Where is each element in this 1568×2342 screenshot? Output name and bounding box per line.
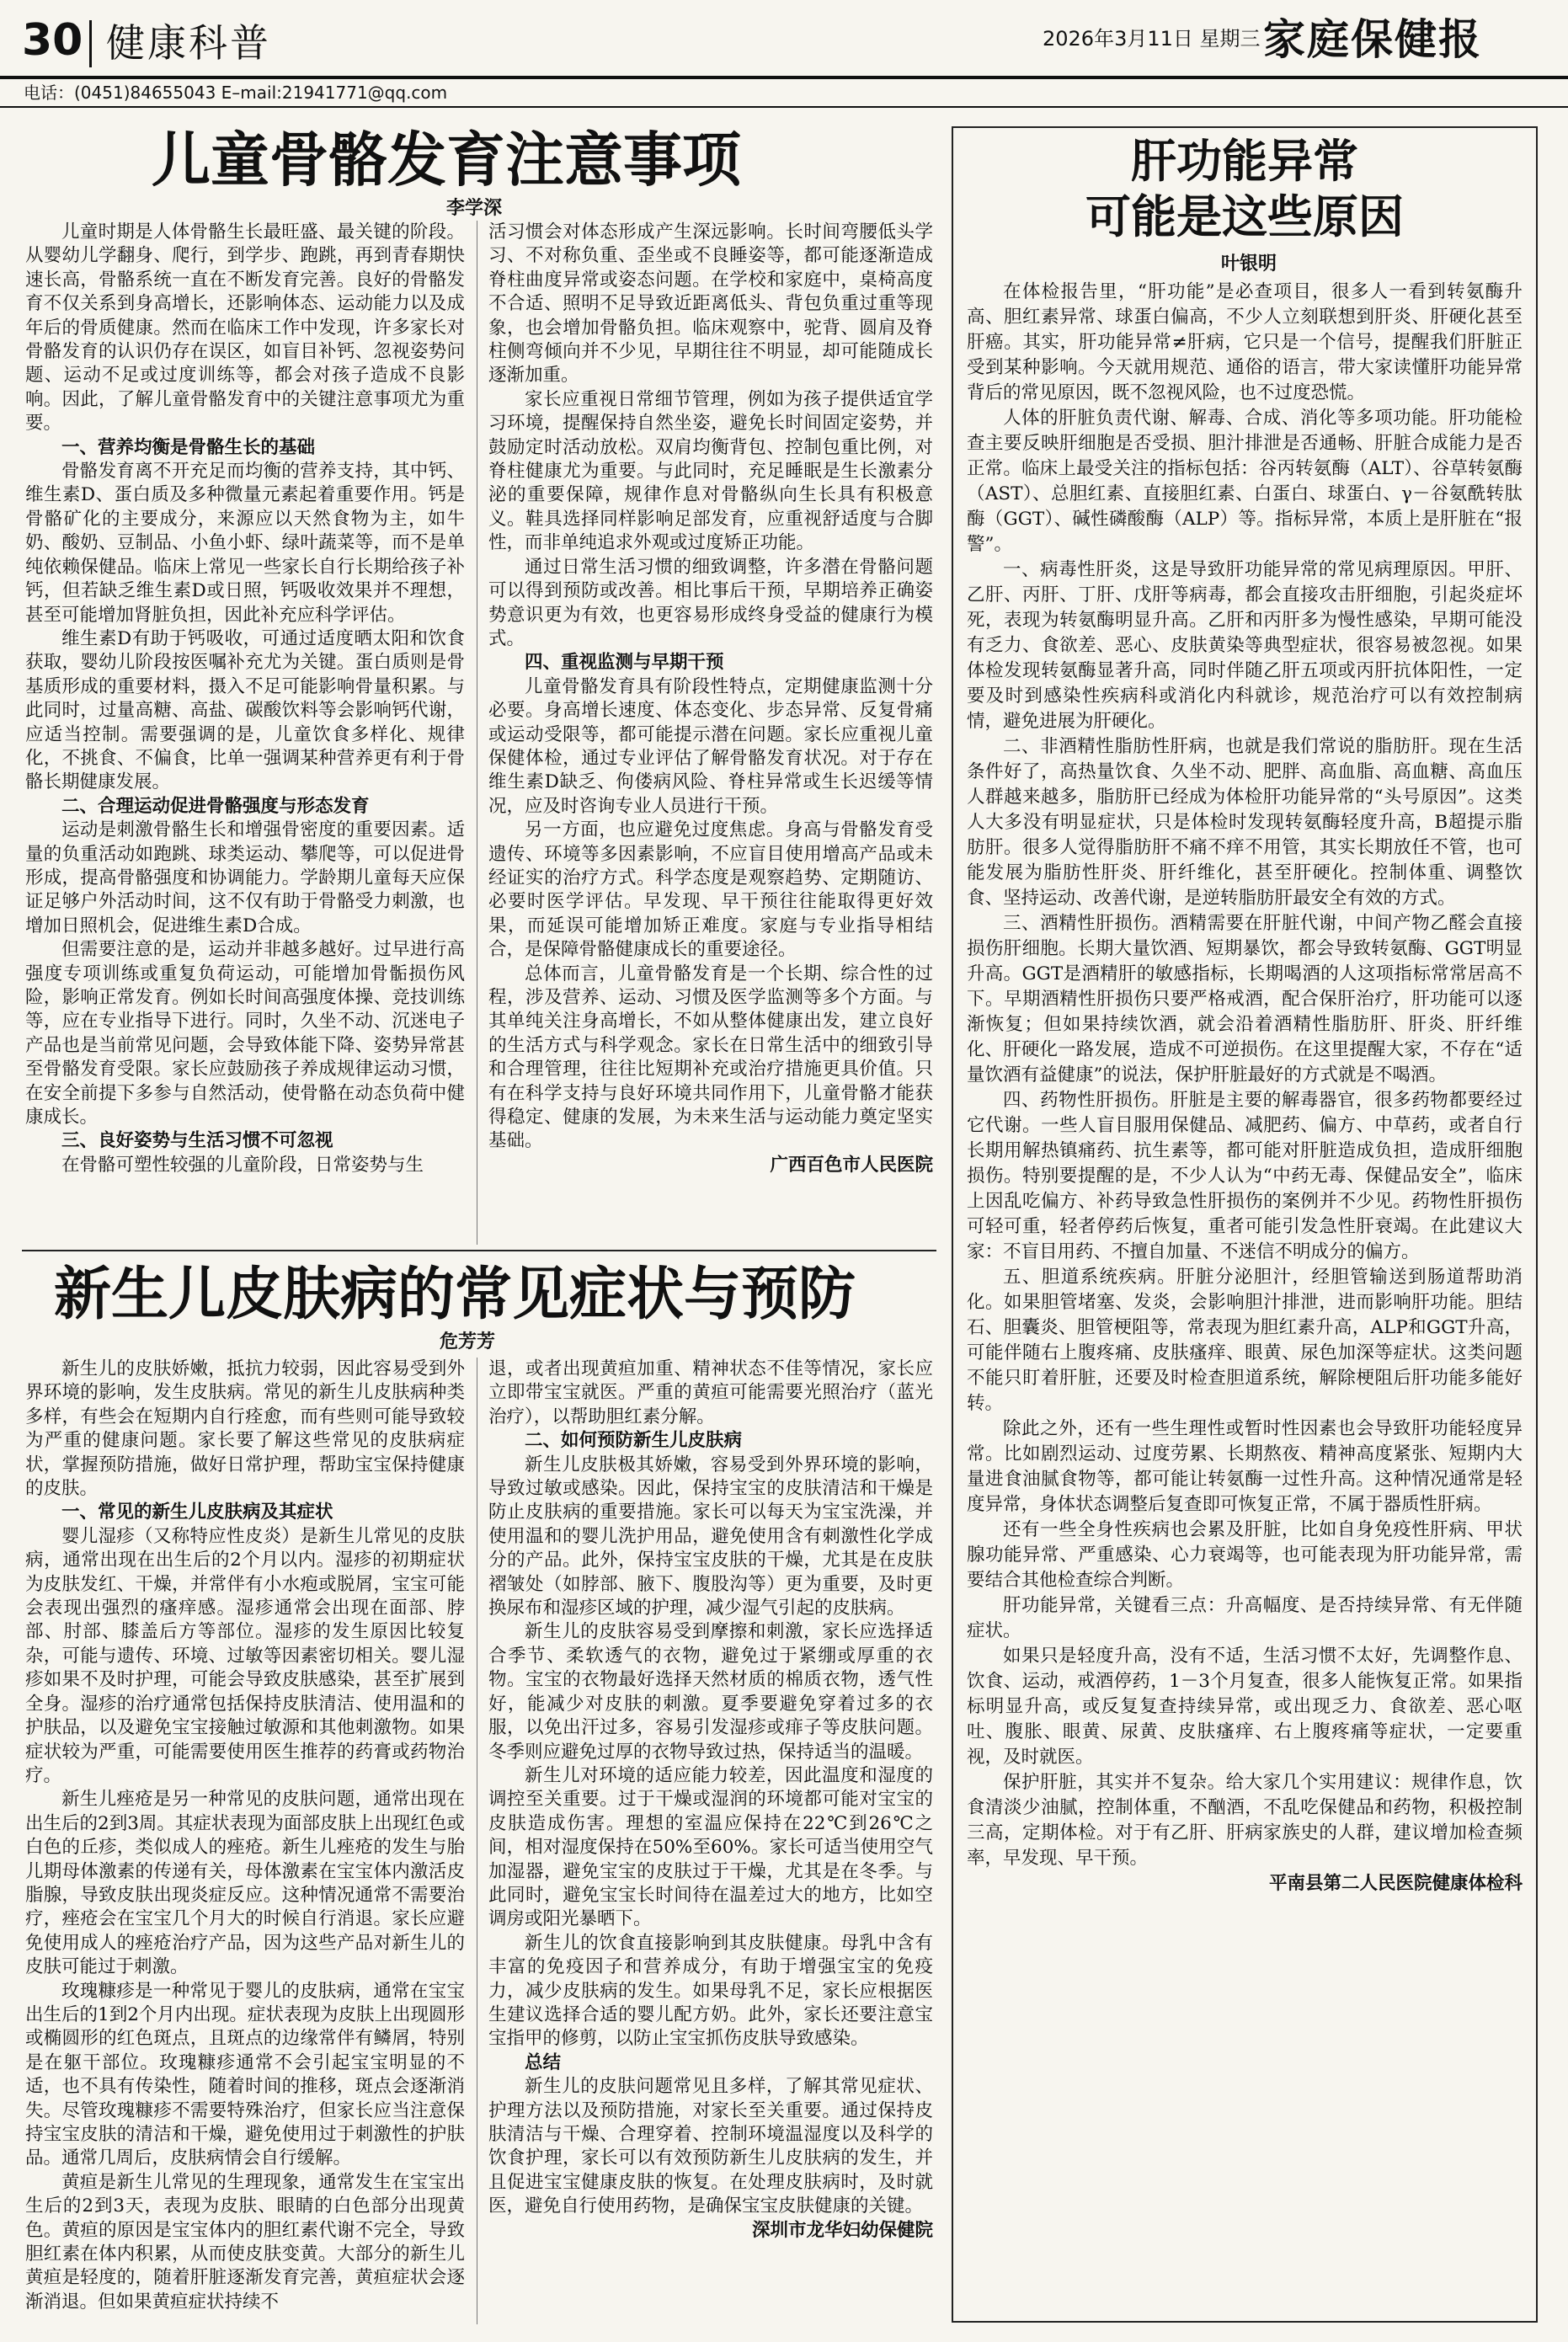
paragraph: 如果只是轻度升高，没有不适，生活习惯不太好，先调整作息、饮食、运动，戒酒停药，1－3个月复查，很多人能恢复正常。如果指标明显升高，或反复复查持续异常，或出现乏力、食欲差、恶心呕吐、腹胀、眼黄、尿黄、皮肤瘙痒、右上腹疼痛等症状，一定要重视，及时就医。 [967, 1646, 1523, 1768]
paragraph: 儿童时期是人体骨骼生长最旺盛、最关键的阶段。从婴幼儿学翻身、爬行，到学步、跑跳，再到青春期快速长高，骨骼系统一直在不断发育完善。良好的骨骼发育不仅关系到身高增长，还影响体态、运动能力以及成年后的骨质健康。然而在临床工作中发现，许多家长对骨骼发育的认识仍存在误区，如盲目补钙、忽视姿势问题、运动不足或过度训练等，都会对孩子造成不良影响。因此，了解儿童骨骼发育中的关键注意事项尤为重要。 [25, 221, 465, 435]
paragraph: 三、酒精性肝损伤。酒精需要在肝脏代谢，中间产物乙醛会直接损伤肝细胞。长期大量饮酒、短期暴饮，都会导致转氨酶、GGT明显升高。GGT是酒精肝的敏感指标，长期喝酒的人这项指标常常居高不下。早期酒精性肝损伤只要严格戒酒，配合保肝治疗，肝功能可以逐渐恢复；但如果持续饮酒，就会沿着酒精性脂肪肝、肝炎、肝纤维化、肝硬化一路发展，造成不可逆损伤。在这里提醒大家，不存在“适量饮酒有益健康”的说法，保护肝脏最好的方式就是不喝酒。 [967, 913, 1523, 1086]
article1-column-2 [488, 221, 933, 1246]
paragraph: 在体检报告里，“肝功能”是必查项目，很多人一看到转氨酶升高、胆红素异常、球蛋白偏高，不少人立刻联想到肝炎、肝硬化甚至肝癌。其实，肝功能异常≠肝病，它只是一个信号，提醒我们肝脏正受到某种影响。今天就用规范、通俗的语言，带大家读懂肝功能异常背后的常见原因，既不忽视风险，也不过度恐慌。 [967, 281, 1523, 403]
paragraph: 家长应重视日常细节管理，例如为孩子提供适宜学习环境，提醒保持自然坐姿，避免长时间固定姿势，并鼓励定时活动放松。双肩均衡背包、控制包重比例，对脊柱健康尤为重要。与此同时，充足睡眠是生长激素分泌的重要保障，规律作息对骨骼纵向生长具有积极意义。鞋具选择同样影响足部发育，应重视舒适度与合脚性，而非单纯追求外观或过度矫正功能。 [488, 388, 933, 554]
paragraph: 黄疸是新生儿常见的生理现象，通常发生在宝宝出生后的2到3天，表现为皮肤、眼睛的白色部分出现黄色。黄疸的原因是宝宝体内的胆红素代谢不完全，导致胆红素在体内积累，从而使皮肤变黄。大部分的新生儿黄疸是轻度的，随着肝脏逐渐发育完善，黄疸症状会逐渐消退。但如果黄疸症状持续不 [25, 2171, 465, 2313]
paragraph: 骨骼发育离不开充足而均衡的营养支持，其中钙、维生素D、蛋白质及多种微量元素起着重要作用。钙是骨骼矿化的主要成分，来源应以天然食物为主，如牛奶、酸奶、豆制品、小鱼小虾、绿叶蔬菜等，而不是单纯依赖保健品。临床上常见一些家长自行长期给孩子补钙，但若缺乏维生素D或日照，钙吸收效果并不理想，甚至可能增加肾脏负担，因此补充应科学评估。 [25, 461, 465, 626]
subheading: 总结 [525, 2051, 562, 2073]
paragraph: 婴儿湿疹（又称特应性皮炎）是新生儿常见的皮肤病，通常出现在出生后的2个月以内。湿疹的初期症状为皮肤发红、干燥，并常伴有小水疱或脱屑，宝宝可能会表现出强烈的瘙痒感。湿疹通常会出现在面部、脖部、肘部、膝盖后方等部位。湿疹的发生原因比较复杂，可能与遗传、环境、过敏等因素密切相关。婴儿湿疹如果不及时护理，可能会导致皮肤感染，甚至扩展到全身。湿疹的治疗通常包括保持皮肤清洁、使用温和的护肤品，以及避免宝宝接触过敏源和其他刺激物。如果症状较为严重，可能需要使用医生推荐的药膏或药物治疗。 [25, 1525, 465, 1786]
article2-author: 危芳芳 [440, 1331, 496, 1352]
article-divider [22, 1250, 936, 1251]
subheading: 一、常见的新生儿皮肤病及其症状 [61, 1502, 333, 1523]
paragraph: 另一方面，也应避免过度焦虑。身高与骨骼发育受遗传、环境等多因素影响，不应盲目使用增高产品或未经证实的治疗方式。科学态度是观察趋势、定期随访、必要时医学评估。早发现、早干预往往能取得更好效果，而延误可能增加矫正难度。家庭与专业指导相结合，是保障骨骼健康成长的重要途径。 [488, 819, 933, 961]
paragraph: 运动是刺激骨骼生长和增强骨密度的重要因素。适量的负重活动如跑跳、球类运动、攀爬等，可以促进骨形成，提高骨骼强度和协调能力。学龄期儿童每天应保证足够户外活动时间，这不仅有助于骨骼受力刺激，也增加日照机会，促进维生素D合成。 [25, 819, 465, 936]
source-hospital: 平南县第二人民医院健康体检科 [1268, 1873, 1523, 1894]
article3-body [967, 280, 1523, 2313]
source-hospital: 广西百色市人民医院 [770, 1154, 933, 1176]
paragraph: 人体的肝脏负责代谢、解毒、合成、消化等多项功能。肝功能检查主要反映肝细胞是否受损、胆汁排泄是否通畅、肝脏合成能力是否正常。临床上最受关注的指标包括：谷丙转氨酶（ALT）、谷草转氨酶（AST）、总胆红素、直接胆红素、白蛋白、球蛋白、γ－谷氨酰转肽酶（GGT）、碱性磷酸酶（ALP）等。指标异常，本质上是肝脏在“报警”。 [967, 408, 1523, 555]
paragraph: 但需要注意的是，运动并非越多越好。过早进行高强度专项训练或重复负荷运动，可能增加骨骺损伤风险，影响正常发育。例如长时间高强度体操、竞技训练等，应在专业指导下进行。同时，久坐不动、沉迷电子产品也是当前常见问题，会导致体能下降、姿势异常甚至骨骼发育受限。家长应鼓励孩子养成规律运动习惯，在安全前提下多参与自然活动，使骨骼在动态负荷中健康成长。 [25, 939, 465, 1128]
article1-column-1 [25, 221, 465, 1246]
paragraph: 总体而言，儿童骨骼发育是一个长期、综合性的过程，涉及营养、运动、习惯及医学监测等多个方面。与其单纯关注身高增长，不如从整体健康出发，建立良好的生活方式与科学观念。家长在日常生活中的细致引导和合理管理，往往比短期补充或治疗措施更具价值。只有在科学支持与良好环境共同作用下，儿童骨骼才能获得稳定、健康的发展，为未来生活与运动能力奠定坚实基础。 [488, 963, 933, 1152]
article2-title: 新生儿皮肤病的常见症状与预防 [54, 1261, 856, 1328]
paragraph: 四、药物性肝损伤。肝脏是主要的解毒器官，很多药物都要经过它代谢。一些人盲目服用保健品、减肥药、偏方、中草药，或者自行长期用解热镇痛药、抗生素等，都可能对肝脏造成负担，造成肝细胞损伤。特别要提醒的是，不少人认为“中药无毒、保健品安全”，临床上因乱吃偏方、补药导致急性肝损伤的案例并不少见。药物性肝损伤可轻可重，轻者停药后恢复，重者可能引发急性肝衰竭。在此建议大家：不盲目用药、不擅自加量、不迷信不明成分的偏方。 [967, 1090, 1523, 1262]
paragraph: 通过日常生活习惯的细致调整，许多潜在骨骼问题可以得到预防或改善。相比事后干预，早期培养正确姿势意识更为有效，也更容易形成终身受益的健康行为模式。 [488, 556, 933, 649]
paragraph: 玫瑰糠疹是一种常见于婴儿的皮肤病，通常在宝宝出生后的1到2个月内出现。症状表现为皮肤上出现圆形或椭圆形的红色斑点，且斑点的边缘常伴有鳞屑，特别是在躯干部位。玫瑰糠疹通常不会引起宝宝明显的不适，也不具有传染性，随着时间的推移，斑点会逐渐消失。尽管玫瑰糠疹不需要特殊治疗，但家长应当注意保持宝宝皮肤的清洁和干燥，避免使用过于刺激性的护肤品。通常几周后，皮肤病情会自行缓解。 [25, 1980, 465, 2169]
paragraph-continued: 退，或者出现黄疸加重、精神状态不佳等情况，家长应立即带宝宝就医。严重的黄疸可能需要光照治疗（蓝光治疗），以帮助胆红素分解。 [488, 1358, 933, 1427]
paragraph: 二、非酒精性脂肪性肝病，也就是我们常说的脂肪肝。现在生活条件好了，高热量饮食、久坐不动、肥胖、高血脂、高血糖、高血压人群越来越多，脂肪肝已经成为体检肝功能异常的“头号原因”。这类人大多没有明显症状，只是体检时发现转氨酶轻度升高，B超提示脂肪肝。很多人觉得脂肪肝不痛不痒不用管，其实长期放任不管，也可能发展为脂肪性肝炎、肝纤维化，甚至肝硬化。控制体重、调整饮食、坚持运动、改善代谢，是逆转脂肪肝最安全有效的方式。 [967, 736, 1523, 909]
article1-title: 儿童骨骼发育注意事项 [152, 125, 741, 195]
paragraph: 维生素D有助于钙吸收，可通过适度晒太阳和饮食获取，婴幼儿阶段按医嘱补充尤为关键。蛋白质则是骨基质形成的重要材料，摄入不足可能影响骨量积累。与此同时，过量高糖、高盐、碳酸饮料等会影响钙代谢，应适当控制。需要强调的是，儿童饮食多样化、规律化，不挑食、不偏食，比单一强调某种营养更有利于骨骼长期健康发展。 [25, 627, 465, 793]
paragraph: 新生儿的饮食直接影响到其皮肤健康。母乳中含有丰富的免疫因子和营养成分，有助于增强宝宝的免疫力，减少皮肤病的发生。如果母乳不足，家长应根据医生建议选择合适的婴儿配方奶。此外，家长还要注意宝宝指甲的修剪，以防止宝宝抓伤皮肤导致感染。 [488, 1932, 933, 2050]
section-title: 健康科普 [106, 20, 271, 66]
article1-author: 李学深 [446, 198, 503, 219]
subheading: 二、如何预防新生儿皮肤病 [525, 1430, 743, 1452]
paragraph: 新生儿的皮肤容易受到摩擦和刺激，家长应选择适合季节、柔软透气的衣物，避免过于紧绷或厚重的衣物。宝宝的衣物最好选择天然材质的棉质衣物，透气性好，能减少对皮肤的刺激。夏季要避免穿着过多的衣服，以免出汗过多，容易引发湿疹或痱子等皮肤问题。冬季则应避免过厚的衣物导致过热，保持适当的温暖。 [488, 1621, 933, 1763]
paragraph: 新生儿的皮肤问题常见且多样，了解其常见症状、护理方法以及预防措施，对家长至关重要。通过保持皮肤清洁与干燥、合理穿着、控制环境温湿度以及科学的饮食护理，家长可以有效预防新生儿皮肤病的发生，并且促进宝宝健康皮肤的恢复。在处理皮肤病时，及时就医，避免自行使用药物，是确保宝宝皮肤健康的关键。 [488, 2076, 933, 2217]
article3-title-line1: 肝功能异常 [1131, 134, 1358, 188]
article2-column-1 [25, 1358, 465, 2326]
source-hospital: 深圳市龙华妇幼保健院 [751, 2219, 933, 2241]
article3-author: 叶银明 [1221, 253, 1277, 275]
paragraph: 保护肝脏，其实并不复杂。给大家几个实用建议：规律作息，饮食清淡少油腻，控制体重，不酗酒，不乱吃保健品和药物，积极控制三高，定期体检。对于有乙肝、肝病家族史的人群，建议增加检查频率，早发现、早干预。 [967, 1772, 1523, 1869]
page-number: 30 [22, 15, 83, 66]
paragraph-continued: 活习惯会对体态形成产生深远影响。长时间弯腰低头学习、不对称负重、歪坐或不良睡姿等，都可能逐渐造成脊柱曲度异常或姿态问题。在学校和家庭中，桌椅高度不合适、照明不足导致近距离低头、背包负重过重等现象，也会增加骨骼负担。临床观察中，驼背、圆肩及脊柱侧弯倾向并不少见，早期往往不明显，却可能随成长逐渐加重。 [488, 221, 933, 387]
paragraph: 新生儿的皮肤娇嫩，抵抗力较弱，因此容易受到外界环境的影响，发生皮肤病。常见的新生儿皮肤病种类多样，有些会在短期内自行痊愈，而有些则可能导致较为严重的健康问题。家长要了解这些常见的皮肤病症状，掌握预防措施，做好日常护理，帮助宝宝保持健康的皮肤。 [25, 1358, 465, 1500]
paragraph: 新生儿痤疮是另一种常见的皮肤问题，通常出现在出生后的2到3周。其症状表现为面部皮肤上出现红色或白色的丘疹，类似成人的痤疮。新生儿痤疮的发生与胎儿期母体激素的传递有关，母体激素在宝宝体内激活皮脂腺，导致皮肤出现炎症反应。这种情况通常不需要治疗，痤疮会在宝宝几个月大的时候自行消退。家长应避免使用成人的痤疮治疗产品，因为这些产品对新生儿的皮肤可能过于刺激。 [25, 1789, 465, 1978]
paragraph: 儿童骨骼发育具有阶段性特点，定期健康监测十分必要。身高增长速度、体态变化、步态异常、反复骨痛或运动受限等，都可能提示潜在问题。家长应重视儿童保健体检，通过专业评估了解骨骼发育状况。对于存在维生素D缺乏、佝偻病风险、脊柱异常或生长迟缓等情况，应及时咨询专业人员进行干预。 [488, 675, 933, 817]
paragraph: 五、胆道系统疾病。肝脏分泌胆汁，经胆管输送到肠道帮助消化。如果胆管堵塞、发炎，会影响胆汁排泄，进而影响肝功能。胆结石、胆囊炎、胆管梗阻等，常表现为胆红素升高，ALP和GGT升高，可能伴随右上腹疼痛、皮肤瘙痒、眼黄、尿色加深等症状。这类问题不能只盯着肝脏，还要及时检查胆道系统，解除梗阻后肝功能多能好转。 [967, 1267, 1523, 1414]
paragraph: 肝功能异常，关键看三点：升高幅度、是否持续异常、有无伴随症状。 [967, 1595, 1523, 1641]
paragraph: 新生儿对环境的适应能力较差，因此温度和湿度的调控至关重要。过于干燥或湿润的环境都可能对宝宝的皮肤造成伤害。理想的室温应保持在22℃到26℃之间，相对湿度保持在50%至60%。家长可适当使用空气加湿器，避免宝宝的皮肤过于干燥，尤其是在冬季。与此同时，避免宝宝长时间待在温差过大的地方，比如空调房或阳光暴晒下。 [488, 1764, 933, 1930]
paragraph: 一、病毒性肝炎，这是导致肝功能异常的常见病理原因。甲肝、乙肝、丙肝、丁肝、戊肝等病毒，都会直接攻击肝细胞，引起炎症坏死，表现为转氨酶明显升高。乙肝和丙肝多为慢性感染，早期可能没有乏力、食欲差、恶心、皮肤黄染等典型症状，很容易被忽视。如果体检发现转氨酶显著升高，同时伴随乙肝五项或丙肝抗体阳性，一定要及时到感染性疾病科或消化内科就诊，规范治疗可以有效控制病情，避免进展为肝硬化。 [967, 559, 1523, 732]
contact-line: 电话：(0451)84655043 E–mail:21941771@qq.com [24, 83, 448, 103]
paragraph: 还有一些全身性疾病也会累及肝脏，比如自身免疫性肝病、甲状腺功能异常、严重感染、心力衰竭等，也可能表现为肝功能异常，需要结合其他检查综合判断。 [967, 1519, 1523, 1591]
paragraph: 在骨骼可塑性较强的儿童阶段，日常姿势与生 [61, 1154, 424, 1176]
paragraph: 除此之外，还有一些生理性或暂时性因素也会导致肝功能轻度异常。比如剧烈运动、过度劳累、长期熬夜、精神高度紧张、短期内大量进食油腻食物等，都可能让转氨酶一过性升高。这种情况通常是轻度异常，身体状态调整后复查即可恢复正常，不属于器质性肝病。 [967, 1418, 1523, 1515]
subheading: 四、重视监测与早期干预 [525, 652, 724, 674]
contact-rule [0, 106, 1568, 108]
issue-date: 2026年3月11日 星期三 [1043, 27, 1261, 51]
article3-title-line2: 可能是这些原因 [1085, 189, 1404, 243]
paragraph: 新生儿皮肤极其娇嫩，容易受到外界环境的影响，导致过敏或感染。因此，保持宝宝的皮肤清洁和干燥是防止皮肤病的重要措施。家长可以每天为宝宝洗澡，并使用温和的婴儿洗护用品，避免使用含有刺激性化学成分的产品。此外，保持宝宝皮肤的干燥，尤其是在皮肤褶皱处（如脖部、腋下、腹股沟等）更为重要，及时更换尿布和湿疹区域的护理，减少湿气引起的皮肤病。 [488, 1454, 933, 1619]
subheading: 二、合理运动促进骨骼强度与形态发育 [61, 795, 370, 817]
subheading: 三、良好姿势与生活习惯不可忽视 [61, 1130, 333, 1152]
article2-column-2 [488, 1358, 933, 2326]
header-separator [89, 20, 92, 67]
paper-name: 家庭保健报 [1263, 14, 1482, 64]
subheading: 一、营养均衡是骨骼生长的基础 [61, 436, 316, 458]
header-rule [0, 76, 1568, 79]
